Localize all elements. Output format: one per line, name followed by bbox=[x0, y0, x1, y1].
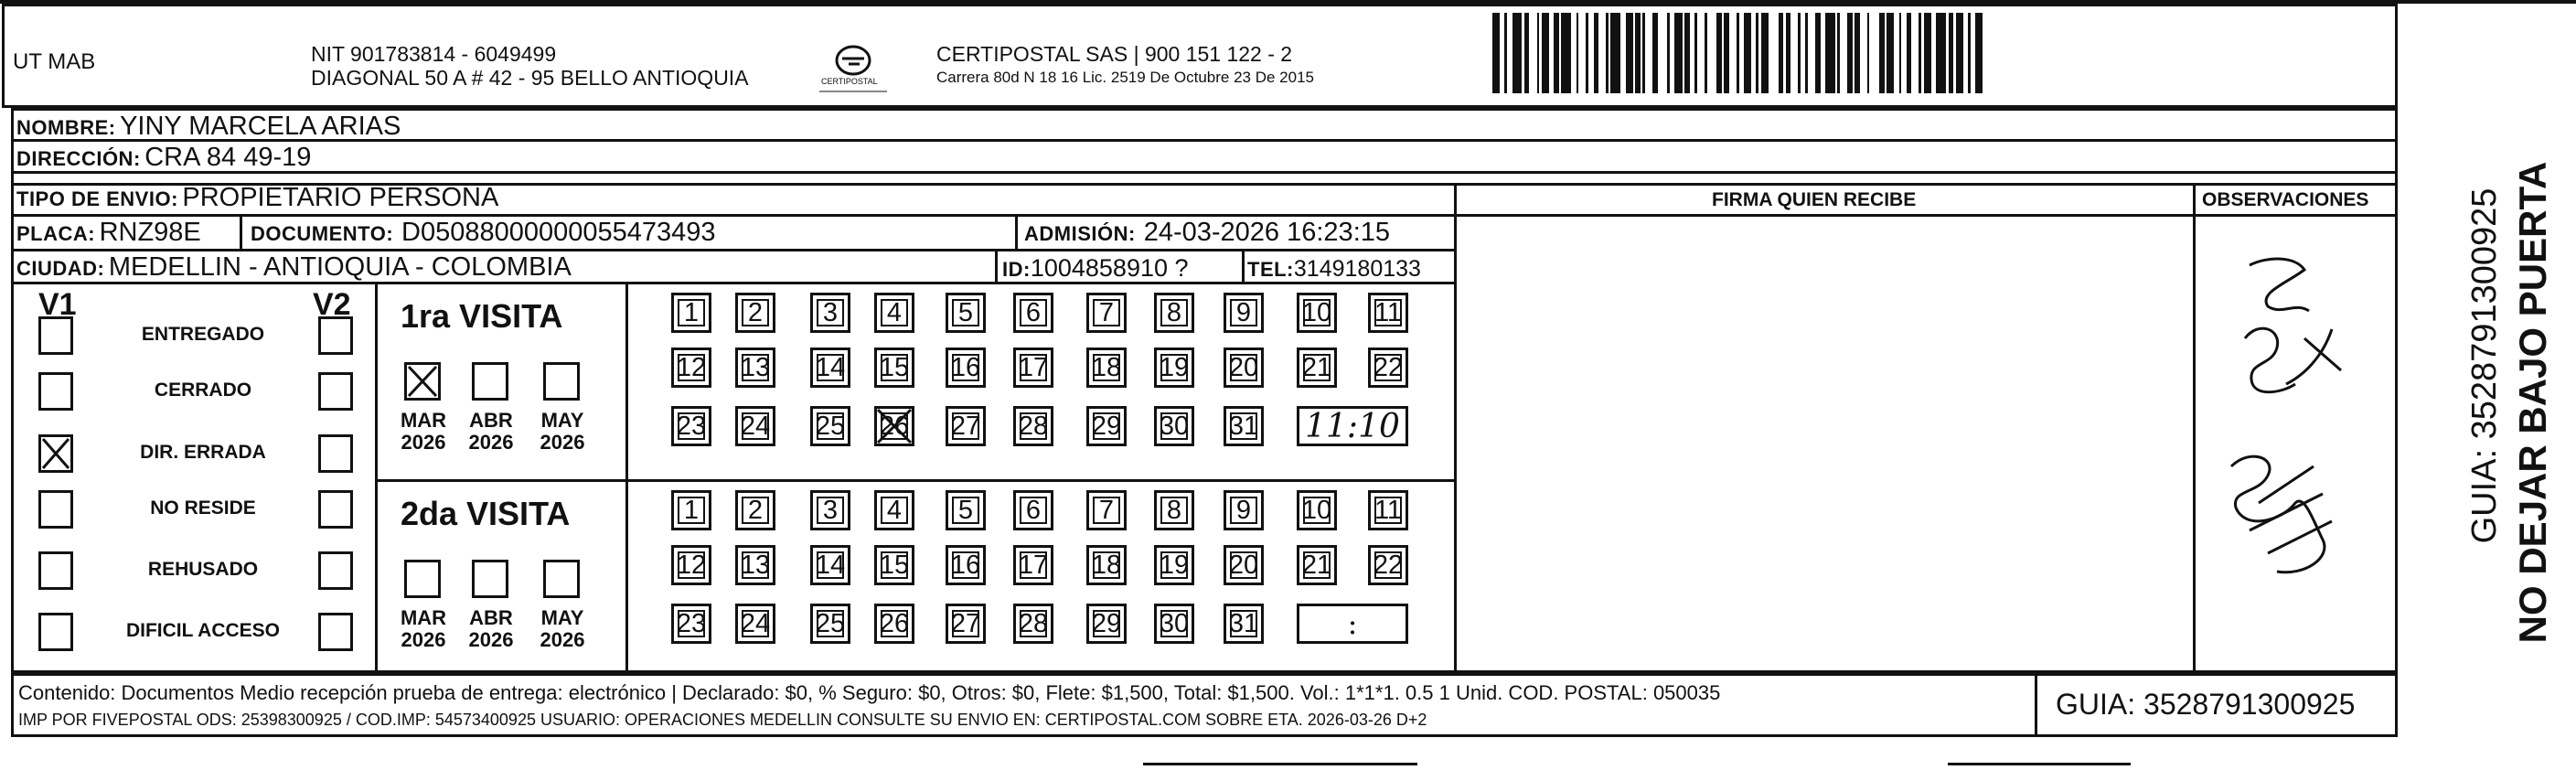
day-box[interactable] bbox=[1086, 293, 1127, 333]
day-box[interactable] bbox=[1154, 490, 1194, 530]
day-number: 4 bbox=[886, 297, 903, 327]
id-value: 1004858910 ? bbox=[1030, 254, 1189, 282]
tel-label: TEL: bbox=[1247, 258, 1294, 281]
side-guia: GUIA: 3528791300925 bbox=[2465, 187, 2504, 544]
day-box[interactable] bbox=[1224, 406, 1264, 446]
day-number: 16 bbox=[950, 352, 981, 382]
day-box[interactable] bbox=[1297, 293, 1337, 333]
month-name: ABR bbox=[469, 606, 513, 629]
day-number: 13 bbox=[740, 550, 771, 580]
day-number: 31 bbox=[1228, 411, 1259, 441]
barcode-bar bbox=[1860, 13, 1867, 93]
day-box[interactable] bbox=[1154, 348, 1194, 388]
day-box[interactable] bbox=[1368, 490, 1408, 530]
day-box[interactable] bbox=[735, 604, 775, 644]
visit-title: 1ra VISITA bbox=[401, 297, 563, 335]
month-year: 2026 bbox=[401, 431, 446, 455]
day-number: 1 bbox=[683, 297, 700, 327]
day-box[interactable] bbox=[1154, 406, 1194, 446]
day-number: 17 bbox=[1018, 352, 1049, 382]
placa-value: RNZ98E bbox=[99, 218, 201, 247]
month-checkbox[interactable] bbox=[472, 560, 508, 598]
day-number: 23 bbox=[676, 608, 707, 638]
barcode-bar bbox=[1744, 13, 1751, 93]
month-name: ABR bbox=[469, 409, 513, 432]
tel-value: 3149180133 bbox=[1293, 256, 1421, 282]
admision-separator bbox=[1015, 214, 1018, 249]
day-box[interactable] bbox=[1368, 293, 1408, 333]
status-label: CERRADO bbox=[154, 380, 252, 401]
month-checkbox[interactable] bbox=[404, 362, 441, 401]
barcode-bar bbox=[1658, 13, 1668, 93]
id-label: ID: bbox=[1002, 258, 1031, 281]
day-box[interactable] bbox=[946, 604, 986, 644]
month-year: 2026 bbox=[468, 628, 514, 652]
day-box[interactable] bbox=[1013, 293, 1053, 333]
barcode bbox=[1492, 13, 2224, 93]
barcode-bar bbox=[1578, 13, 1586, 93]
day-number: 27 bbox=[950, 411, 981, 441]
barcode-bar bbox=[1729, 13, 1737, 93]
day-box[interactable] bbox=[1154, 293, 1194, 333]
admision-value: 24-03-2026 16:23:15 bbox=[1143, 218, 1391, 247]
month-year: 2026 bbox=[540, 628, 585, 652]
day-box[interactable] bbox=[874, 604, 914, 644]
v2-checkbox[interactable] bbox=[318, 434, 353, 473]
barcode-bar bbox=[1911, 13, 1919, 93]
barcode-bar bbox=[1983, 13, 1985, 93]
day-number: 2 bbox=[747, 495, 764, 525]
month-checkbox[interactable] bbox=[404, 560, 441, 598]
barcode-bar bbox=[1542, 13, 1549, 93]
day-box[interactable] bbox=[874, 293, 914, 333]
tel-separator bbox=[1242, 249, 1245, 282]
day-number: 29 bbox=[1091, 411, 1122, 441]
barcode-bar bbox=[1610, 13, 1620, 93]
day-box[interactable] bbox=[1013, 348, 1053, 388]
status-label: REHUSADO bbox=[147, 559, 259, 580]
barcode-bar bbox=[1492, 13, 1500, 93]
v1-checkbox[interactable] bbox=[38, 613, 73, 651]
barcode-bar bbox=[1808, 13, 1815, 93]
admision-row bbox=[1024, 219, 1390, 246]
day-box[interactable] bbox=[874, 406, 914, 446]
day-number: 10 bbox=[1301, 297, 1332, 327]
barcode-bar bbox=[1869, 13, 1879, 93]
day-number: 18 bbox=[1091, 352, 1122, 382]
day-box[interactable] bbox=[1224, 348, 1264, 388]
firma-separator bbox=[1454, 183, 1457, 673]
month-label bbox=[536, 607, 589, 651]
month-checkbox[interactable] bbox=[472, 362, 508, 401]
certipostal-logo bbox=[812, 40, 894, 101]
day-cross-mark bbox=[874, 406, 914, 446]
barcode-bar bbox=[1840, 13, 1847, 93]
sender-address: DIAGONAL 50 A # 42 - 95 BELLO ANTIOQUIA bbox=[311, 66, 749, 90]
day-box[interactable] bbox=[671, 406, 711, 446]
day-box[interactable] bbox=[671, 490, 711, 530]
barcode-bar bbox=[1674, 13, 1682, 93]
day-number: 6 bbox=[1025, 297, 1042, 327]
v2-checkbox[interactable] bbox=[318, 490, 353, 529]
day-box[interactable] bbox=[1224, 293, 1264, 333]
visit-title: 2da VISITA bbox=[401, 495, 571, 532]
day-box[interactable] bbox=[1013, 604, 1053, 644]
month-name: MAY bbox=[540, 409, 584, 432]
month-name: MAR bbox=[400, 409, 447, 432]
day-number: 19 bbox=[1159, 352, 1190, 382]
day-number: 4 bbox=[886, 495, 903, 525]
barcode-bar bbox=[1936, 13, 1946, 93]
month-label bbox=[397, 410, 450, 454]
v2-checkbox[interactable] bbox=[318, 551, 353, 590]
day-number: 25 bbox=[815, 608, 846, 638]
month-checkbox[interactable] bbox=[543, 362, 580, 401]
barcode-bar bbox=[1697, 13, 1705, 93]
footer-guia: GUIA: 3528791300925 bbox=[2056, 688, 2356, 721]
v1-label: V1 bbox=[38, 287, 77, 322]
operator-name: UT MAB bbox=[13, 49, 96, 74]
day-number: 7 bbox=[1098, 495, 1115, 525]
company-license: Carrera 80d N 18 16 Lic. 2519 De Octubre 23 De 2015 bbox=[936, 69, 1314, 86]
day-number: 10 bbox=[1301, 495, 1332, 525]
admision-label: ADMISIÓN: bbox=[1024, 222, 1136, 245]
day-box[interactable] bbox=[946, 545, 986, 585]
direccion-label: DIRECCIÓN: bbox=[16, 147, 141, 170]
day-number: 13 bbox=[740, 352, 771, 382]
day-number: 21 bbox=[1301, 352, 1332, 382]
day-box[interactable] bbox=[1086, 545, 1127, 585]
v2-checkbox[interactable] bbox=[318, 316, 353, 355]
day-number: 30 bbox=[1159, 608, 1190, 638]
id-separator bbox=[995, 249, 998, 282]
day-box[interactable] bbox=[810, 604, 850, 644]
no-dejar-bajo-puerta: NO DEJAR BAJO PUERTA bbox=[2511, 161, 2554, 644]
visits-days-separator bbox=[625, 282, 628, 673]
time-field[interactable]: 11:10 bbox=[1297, 406, 1408, 446]
day-number: 11 bbox=[1374, 297, 1403, 327]
barcode-bar bbox=[1769, 13, 1779, 93]
month-label bbox=[397, 607, 450, 651]
status-label: DIFICIL ACCESO bbox=[125, 620, 280, 641]
day-number: 1 bbox=[683, 495, 700, 525]
day-number: 3 bbox=[822, 297, 839, 327]
day-box[interactable] bbox=[874, 490, 914, 530]
day-box[interactable] bbox=[810, 293, 850, 333]
visits-split-line bbox=[375, 479, 1454, 482]
barcode-bar bbox=[1790, 13, 1798, 93]
day-number: 11 bbox=[1374, 495, 1403, 525]
day-box[interactable] bbox=[946, 406, 986, 446]
ciudad-row bbox=[16, 254, 572, 281]
v1-checkbox[interactable] bbox=[38, 434, 73, 473]
day-number: 26 bbox=[879, 411, 910, 441]
footer-separator bbox=[2035, 673, 2037, 737]
day-box[interactable] bbox=[1154, 545, 1194, 585]
direccion-row bbox=[16, 144, 311, 171]
day-box[interactable] bbox=[1297, 348, 1337, 388]
documento-label: DOCUMENTO: bbox=[251, 222, 394, 245]
day-box[interactable] bbox=[671, 293, 711, 333]
barcode-bar bbox=[1825, 13, 1835, 93]
time-field[interactable]: : bbox=[1297, 604, 1408, 644]
v1-checkbox[interactable] bbox=[38, 490, 73, 529]
barcode-bar bbox=[1761, 13, 1769, 93]
day-box[interactable] bbox=[810, 545, 850, 585]
day-number: 25 bbox=[815, 411, 846, 441]
barcode-bar bbox=[1707, 13, 1717, 93]
status-label: NO RESIDE bbox=[150, 497, 256, 519]
day-number: 18 bbox=[1091, 550, 1122, 580]
day-number: 28 bbox=[1018, 411, 1049, 441]
day-box[interactable] bbox=[946, 348, 986, 388]
day-number: 6 bbox=[1025, 495, 1042, 525]
day-box[interactable] bbox=[810, 348, 850, 388]
month-label bbox=[465, 607, 518, 651]
scan-mark-1 bbox=[1143, 763, 1417, 765]
day-number: 5 bbox=[957, 495, 974, 525]
v1-checkbox[interactable] bbox=[38, 316, 73, 355]
placa-label: PLACA: bbox=[16, 222, 96, 245]
month-checkbox[interactable] bbox=[543, 560, 580, 598]
day-number: 31 bbox=[1228, 608, 1259, 638]
month-year: 2026 bbox=[401, 628, 446, 652]
day-number: 7 bbox=[1098, 297, 1115, 327]
day-box[interactable] bbox=[735, 406, 775, 446]
day-number: 28 bbox=[1018, 608, 1049, 638]
documento-value: D05088000000055473493 bbox=[401, 218, 716, 247]
id-row bbox=[1002, 256, 1189, 281]
day-number: 19 bbox=[1159, 550, 1190, 580]
barcode-bar bbox=[1598, 13, 1606, 93]
barcode-bar bbox=[1512, 13, 1523, 93]
day-number: 8 bbox=[1166, 297, 1182, 327]
day-box[interactable] bbox=[1086, 490, 1127, 530]
row-line-6 bbox=[11, 282, 1454, 284]
day-number: 22 bbox=[1373, 550, 1404, 580]
month-year: 2026 bbox=[468, 431, 514, 455]
day-box[interactable] bbox=[735, 490, 775, 530]
day-box[interactable] bbox=[810, 406, 850, 446]
day-number: 24 bbox=[740, 608, 771, 638]
day-number: 24 bbox=[740, 411, 771, 441]
day-box[interactable] bbox=[1013, 406, 1053, 446]
day-box[interactable] bbox=[874, 348, 914, 388]
day-number: 14 bbox=[815, 550, 846, 580]
day-box[interactable] bbox=[946, 490, 986, 530]
tel-row bbox=[1247, 258, 1421, 281]
day-number: 30 bbox=[1159, 411, 1190, 441]
day-number: 15 bbox=[879, 352, 910, 382]
day-number: 8 bbox=[1166, 495, 1182, 525]
row-line-4 bbox=[11, 214, 1454, 217]
day-box[interactable] bbox=[735, 293, 775, 333]
day-number: 26 bbox=[879, 608, 910, 638]
month-label bbox=[465, 410, 518, 454]
day-number: 3 bbox=[822, 495, 839, 525]
placa-row bbox=[16, 219, 201, 246]
day-box[interactable] bbox=[946, 293, 986, 333]
day-number: 27 bbox=[950, 608, 981, 638]
day-number: 21 bbox=[1301, 550, 1332, 580]
month-label bbox=[536, 410, 589, 454]
nombre-label: NOMBRE: bbox=[16, 116, 116, 139]
day-box[interactable] bbox=[1086, 348, 1127, 388]
month-year: 2026 bbox=[540, 431, 585, 455]
barcode-bar bbox=[1956, 13, 1963, 93]
status-label: DIR. ERRADA bbox=[140, 442, 266, 463]
day-box[interactable] bbox=[1224, 545, 1264, 585]
day-box[interactable] bbox=[671, 604, 711, 644]
v2-checkbox[interactable] bbox=[318, 372, 353, 411]
day-number: 9 bbox=[1235, 297, 1252, 327]
day-box[interactable] bbox=[1086, 604, 1127, 644]
firma-header: FIRMA QUIEN RECIBE bbox=[1712, 189, 1917, 210]
day-box[interactable] bbox=[1224, 604, 1264, 644]
day-number: 29 bbox=[1091, 608, 1122, 638]
day-number: 14 bbox=[815, 352, 846, 382]
v1-checkbox[interactable] bbox=[38, 551, 73, 590]
v2-label: V2 bbox=[313, 287, 351, 322]
day-box[interactable] bbox=[1224, 490, 1264, 530]
v1-checkbox[interactable] bbox=[38, 372, 73, 411]
day-number: 5 bbox=[957, 297, 974, 327]
day-number: 20 bbox=[1228, 550, 1259, 580]
scan-mark-2 bbox=[1948, 763, 2131, 765]
day-number: 17 bbox=[1018, 550, 1049, 580]
day-number: 12 bbox=[676, 550, 707, 580]
signature-scribble bbox=[2195, 229, 2398, 613]
footer-content: Contenido: Documentos Medio recepción prueba de entrega: electrónico | Declarado: $0, % Seguro: $0, Otros: $0, Flete: $1,500, Total: $1,500. Vol.: 1*1*1. 0.5 1 Unid. COD. POSTAL: 050035 bbox=[18, 681, 1721, 704]
firma-header-line bbox=[1454, 214, 2398, 217]
observaciones-header: OBSERVACIONES bbox=[2202, 189, 2369, 210]
barcode-bar bbox=[1645, 13, 1652, 93]
day-box[interactable] bbox=[671, 545, 711, 585]
day-box[interactable] bbox=[874, 545, 914, 585]
tipo-value: PROPIETARIO PERSONA bbox=[182, 183, 499, 212]
day-box[interactable] bbox=[1086, 406, 1127, 446]
documento-row bbox=[251, 219, 716, 246]
ciudad-label: CIUDAD: bbox=[16, 257, 105, 280]
day-box[interactable] bbox=[735, 348, 775, 388]
nombre-row bbox=[16, 113, 401, 140]
day-box[interactable] bbox=[1013, 490, 1053, 530]
day-box[interactable] bbox=[1013, 545, 1053, 585]
tipo-row bbox=[16, 185, 498, 211]
barcode-bar bbox=[1975, 13, 1983, 93]
nombre-value: YINY MARCELA ARIAS bbox=[120, 112, 401, 141]
day-number: 20 bbox=[1228, 352, 1259, 382]
placa-separator bbox=[240, 214, 242, 249]
direccion-value: CRA 84 49-19 bbox=[144, 143, 312, 172]
footer-print-info: IMP POR FIVEPOSTAL ODS: 25398300925 / COD.IMP: 54573400925 USUARIO: OPERACIONES MEDELLIN CONSULTE SU ENVIO EN: CERTIPOSTAL.COM SOBRE ETA. 2026-03-26 D+2 bbox=[18, 711, 1427, 729]
day-box[interactable] bbox=[1368, 348, 1408, 388]
day-number: 15 bbox=[879, 550, 910, 580]
visits-left-separator bbox=[375, 282, 378, 673]
status-label: ENTREGADO bbox=[141, 324, 265, 345]
day-number: 22 bbox=[1373, 352, 1404, 382]
day-box[interactable] bbox=[1297, 490, 1337, 530]
day-box[interactable] bbox=[810, 490, 850, 530]
day-number: 16 bbox=[950, 550, 981, 580]
day-box[interactable] bbox=[671, 348, 711, 388]
nit-text: NIT 901783814 - 6049499 bbox=[311, 42, 557, 66]
day-number: 12 bbox=[676, 352, 707, 382]
day-number: 2 bbox=[747, 297, 764, 327]
day-number: 23 bbox=[676, 411, 707, 441]
row-line-2 bbox=[11, 171, 2398, 174]
company-name: CERTIPOSTAL SAS | 900 151 122 - 2 bbox=[936, 42, 1293, 66]
barcode-bar bbox=[1626, 13, 1633, 93]
ciudad-value: MEDELLIN - ANTIOQUIA - COLOMBIA bbox=[108, 252, 572, 282]
barcode-bar bbox=[1887, 13, 1894, 93]
barcode-bar bbox=[1924, 13, 1931, 93]
v2-checkbox[interactable] bbox=[318, 613, 353, 651]
logo-caption: CERTIPOSTAL bbox=[821, 77, 878, 86]
day-box[interactable] bbox=[1154, 604, 1194, 644]
day-box[interactable] bbox=[1368, 545, 1408, 585]
row-line-5 bbox=[11, 249, 1454, 251]
barcode-bar bbox=[1561, 13, 1571, 93]
month-name: MAY bbox=[540, 606, 584, 629]
tipo-label: TIPO DE ENVIO: bbox=[16, 187, 178, 210]
barcode-bar bbox=[1529, 13, 1536, 93]
day-box[interactable] bbox=[1297, 545, 1337, 585]
month-name: MAR bbox=[400, 606, 447, 629]
day-box[interactable] bbox=[735, 545, 775, 585]
day-number: 9 bbox=[1235, 495, 1252, 525]
